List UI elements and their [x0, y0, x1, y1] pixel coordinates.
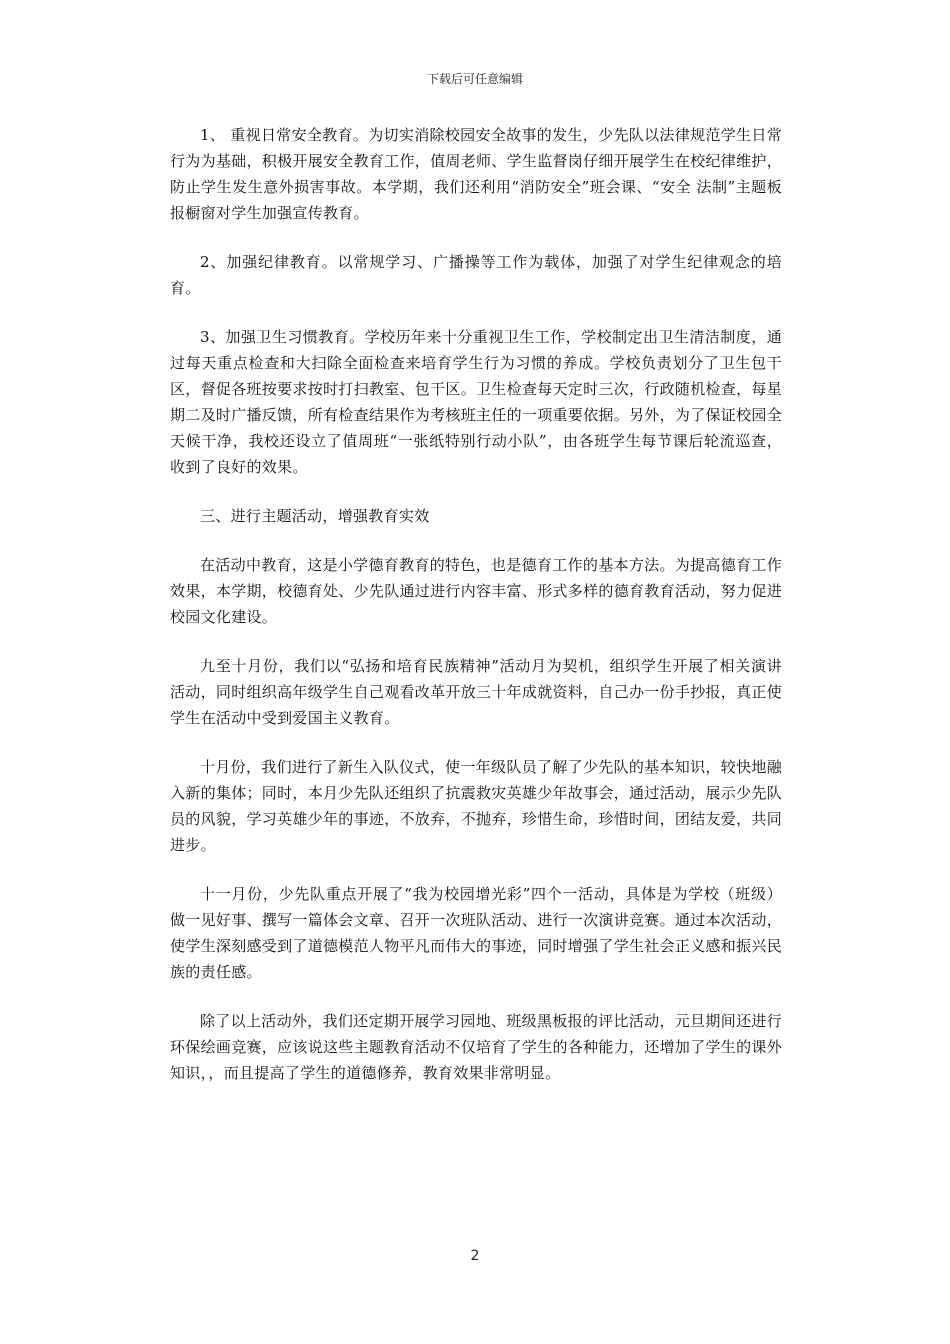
page-number: 2	[470, 1248, 480, 1264]
section-heading-theme-activities: 三、进行主题活动，增强教育实效	[200, 507, 430, 525]
paragraph-october: 十月份，我们进行了新生入队仪式，使一年级队员了解了少先队的基本知识，较快地融入新的集体；同时，本月少先队还组织了抗震救灾英雄少年故事会，通过活动，展示少先队员的风貌，学习英雄少年的事迹，不放弃，不抛弃，珍惜生命，珍惜时间，团结友爱，共同进步。	[170, 758, 783, 854]
paragraph-hygiene-education: 3、加强卫生习惯教育。学校历年来十分重视卫生工作，学校制定出卫生清洁制度，通过每天重点检查和大扫除全面检查来培育学生行为习惯的养成。学校负责划分了卫生包干区，督促各班按要求按时打扫教室、包干区。卫生检查每天定时三次，行政随机检查，每星期二及时广播反馈，所有检查结果作为考核班主任的一项重要依据。另外，为了保证校园全天候干净，我校还设立了值周班“一张纸特别行动小队”，由各班学生每节课后轮流巡查，收到了良好的效果。	[170, 328, 783, 476]
paragraph-discipline-education: 2、加强纪律教育。以常规学习、广播操等工作为载体，加强了对学生纪律观念的培育。	[170, 253, 782, 297]
paragraph-safety-education: 1、 重视日常安全教育。为切实消除校园安全故事的发生，少先队以法律规范学生日常行为为基础，积极开展安全教育工作，值周老师、学生监督岗仔细开展学生在校纪律维护，防止学生发生意外损害事故。本学期，我们还利用“消防安全”班会课、“安全 法制”主题板报橱窗对学生加强宣传教育。	[170, 126, 783, 222]
document-body	[170, 122, 782, 1109]
paragraph-november: 十一月份，少先队重点开展了“我为校园增光彩”四个一活动，具体是为学校（班级）做一见好事、撰写一篇体会文章、召开一次班队活动、进行一次演讲竞赛。通过本次活动，使学生深刻感受到了道德模范人物平凡而伟大的事迹，同时增强了学生社会正义感和振兴民族的责任感。	[170, 885, 783, 981]
paragraph-other-activities: 除了以上活动外，我们还定期开展学习园地、班级黑板报的评比活动，元旦期间还进行环保绘画竞赛，应该说这些主题教育活动不仅培育了学生的各种能力，还增加了学生的课外知识，，而且提高了学生的道德修养，教育效果非常明显。	[170, 1012, 783, 1082]
paragraph-activity-education: 在活动中教育，这是小学德育教育的特色，也是德育工作的基本方法。为提高德育工作效果，本学期，校德育处、少先队通过进行内容丰富、形式多样的德育教育活动，努力促进校园文化建设。	[170, 556, 783, 626]
page-header: 下载后可任意编辑	[426, 72, 523, 86]
paragraph-september-october: 九至十月份，我们以“弘扬和培育民族精神”活动月为契机，组织学生开展了相关演讲活动，同时组织高年级学生自己观看改革开放三十年成就资料，自己办一份手抄报，真正使学生在活动中受到爱国主义教育。	[170, 657, 783, 727]
